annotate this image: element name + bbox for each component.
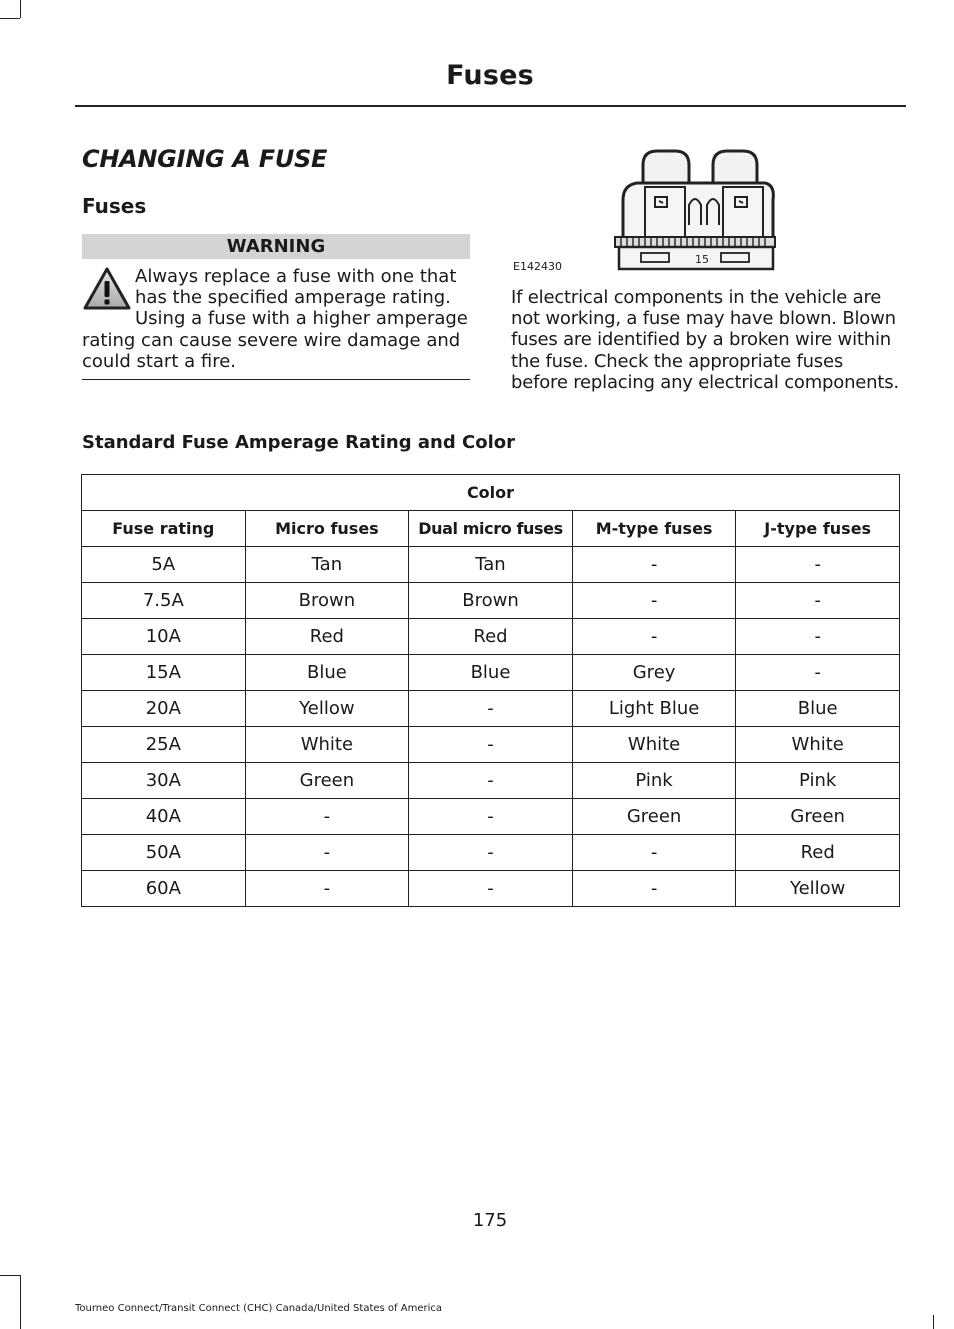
figure-code: E142430 — [513, 260, 562, 273]
table-cell: White — [736, 727, 900, 763]
table-cell: 5A — [82, 547, 246, 583]
table-cell: White — [245, 727, 409, 763]
table-cell: Pink — [572, 763, 736, 799]
table-row — [82, 799, 900, 835]
footer-text: Tourneo Connect/Transit Connect (CHC) Canada/United States of America — [75, 1303, 442, 1314]
table-cell: 25A — [82, 727, 246, 763]
table-cell: - — [409, 763, 573, 799]
table-cell: 30A — [82, 763, 246, 799]
column-header: Dual micro fuses — [409, 511, 573, 547]
table-cell: - — [736, 547, 900, 583]
table-cell: White — [572, 727, 736, 763]
table-cell: - — [572, 835, 736, 871]
table-cell: - — [409, 691, 573, 727]
table-cell: - — [736, 655, 900, 691]
table-cell: Red — [245, 619, 409, 655]
table-row — [82, 655, 900, 691]
warning-text — [82, 266, 472, 372]
section-title: CHANGING A FUSE — [82, 145, 328, 173]
table-cell: - — [245, 835, 409, 871]
table-group-header: Color — [82, 475, 900, 511]
table-cell: Blue — [409, 655, 573, 691]
table-title: Standard Fuse Amperage Rating and Color — [82, 432, 516, 453]
body-paragraph: If electrical components in the vehicle are not working, a fuse may have blown. Blown fuses are identified by a broken wire within the fuse. Check the appropriate fuses before replacing any electrical components. — [511, 287, 899, 393]
table-row — [82, 727, 900, 763]
table-cell: Yellow — [736, 871, 900, 907]
table-cell: - — [572, 871, 736, 907]
fuse-illustration — [585, 145, 895, 275]
table-cell: - — [409, 871, 573, 907]
table-cell: - — [409, 799, 573, 835]
page-header-title: Fuses — [446, 60, 534, 91]
table-cell: - — [736, 619, 900, 655]
table-cell: 40A — [82, 799, 246, 835]
page-number: 175 — [472, 1210, 508, 1231]
table-row — [82, 871, 900, 907]
table-cell: Yellow — [245, 691, 409, 727]
table-row — [82, 619, 900, 655]
table-cell: 15A — [82, 655, 246, 691]
table-row — [82, 835, 900, 871]
table-cell: Grey — [572, 655, 736, 691]
table-cell: 50A — [82, 835, 246, 871]
table-cell: - — [245, 871, 409, 907]
table-cell: - — [245, 799, 409, 835]
column-header: J-type fuses — [736, 511, 900, 547]
column-header: Micro fuses — [245, 511, 409, 547]
table-cell: - — [409, 835, 573, 871]
crop-mark — [933, 1315, 934, 1329]
warning-label: WARNING — [82, 234, 470, 259]
table-cell: Blue — [736, 691, 900, 727]
column-header: M-type fuses — [572, 511, 736, 547]
table-cell: 7.5A — [82, 583, 246, 619]
table-cell: Light Blue — [572, 691, 736, 727]
table-row — [82, 583, 900, 619]
table-cell: Tan — [409, 547, 573, 583]
warning-text-content: Always replace a fuse with one that has the specified amperage rating. Using a fuse with a higher amperage rating can cause severe wire damage and could start a fire. — [82, 266, 468, 372]
table-cell: - — [409, 727, 573, 763]
table-cell: Green — [572, 799, 736, 835]
crop-mark — [20, 1275, 21, 1329]
table-cell: Red — [409, 619, 573, 655]
fuse-color-table — [81, 474, 900, 907]
fuse-number-label: 15 — [695, 253, 709, 266]
table-cell: - — [572, 583, 736, 619]
table-cell: Red — [736, 835, 900, 871]
table-cell: - — [572, 547, 736, 583]
table-cell: 60A — [82, 871, 246, 907]
table-cell: Brown — [245, 583, 409, 619]
table-cell: 10A — [82, 619, 246, 655]
table-cell: Green — [736, 799, 900, 835]
subsection-title: Fuses — [82, 194, 147, 218]
header-divider — [75, 105, 906, 107]
crop-mark — [0, 1275, 20, 1276]
table-row — [82, 691, 900, 727]
crop-mark — [0, 18, 20, 19]
table-cell: Tan — [245, 547, 409, 583]
table-cell: Pink — [736, 763, 900, 799]
table-cell: Brown — [409, 583, 573, 619]
table-cell: Blue — [245, 655, 409, 691]
table-row — [82, 763, 900, 799]
warning-divider — [82, 379, 470, 380]
table-cell: - — [572, 619, 736, 655]
column-header: Fuse rating — [82, 511, 246, 547]
table-header-row — [82, 511, 900, 547]
table-cell: - — [736, 583, 900, 619]
table-cell: Green — [245, 763, 409, 799]
table-cell: 20A — [82, 691, 246, 727]
table-row — [82, 547, 900, 583]
crop-mark — [20, 0, 21, 18]
